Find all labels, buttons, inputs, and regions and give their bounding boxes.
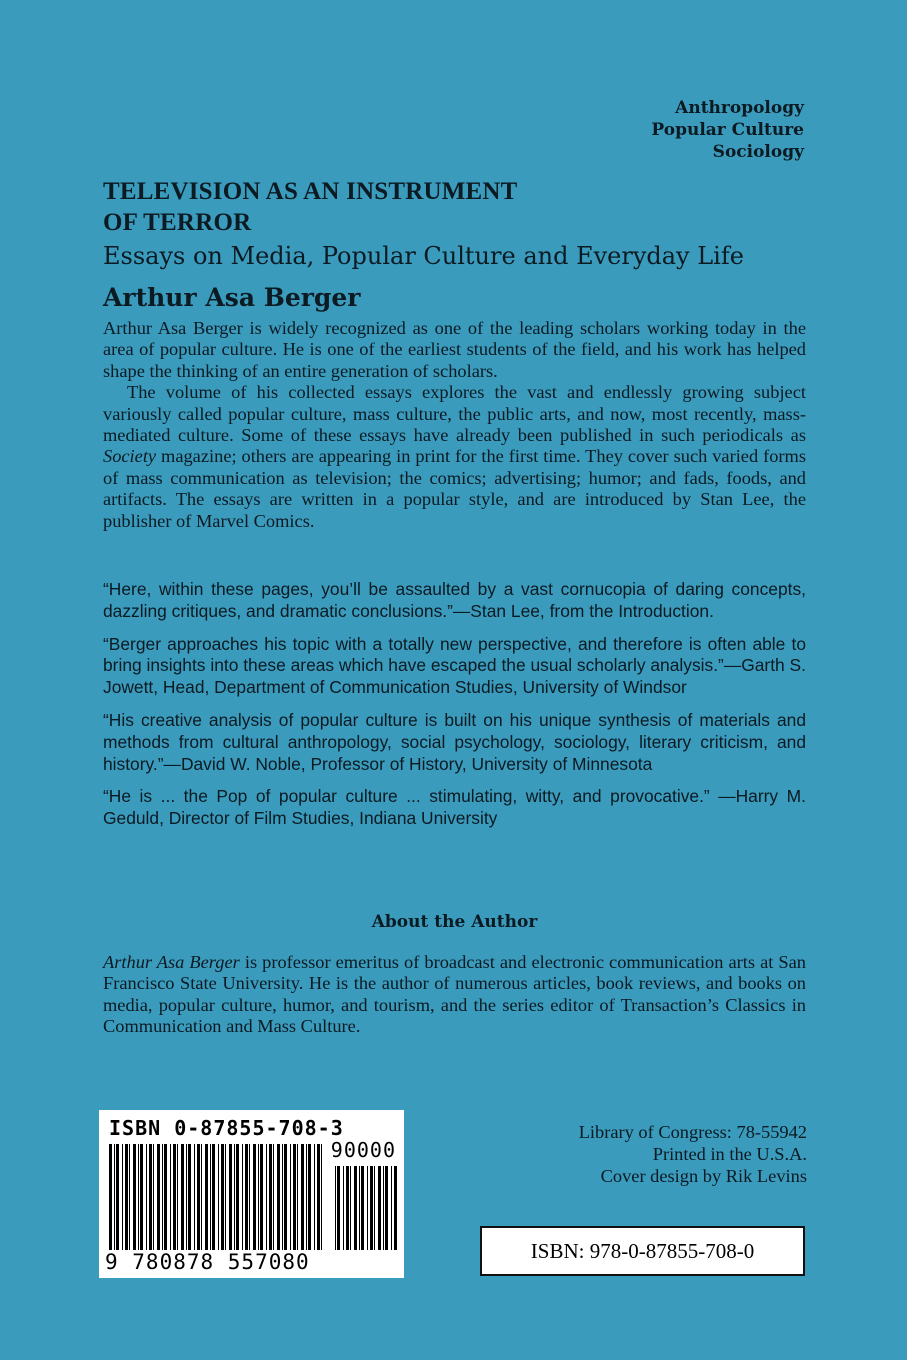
barcode-bar <box>249 1144 250 1250</box>
review-quote: “His creative analysis of popular culture is built on his unique synthesis of materials and methods from cultural anthropology, social psychology, sociology, literary criticism, and history.”—David W. Noble, Professor of History, University of Minnesota <box>103 709 806 774</box>
barcode-bar <box>391 1166 392 1250</box>
barcode-bar <box>153 1144 154 1250</box>
periodical-title: Society <box>103 446 157 467</box>
publication-info <box>579 1121 807 1187</box>
title-line: TELEVISION AS AN INSTRUMENT <box>103 178 518 205</box>
barcode-bar <box>234 1144 235 1250</box>
barcode-bar <box>350 1166 351 1250</box>
description-paragraph <box>103 382 806 532</box>
barcode-bar <box>314 1144 315 1250</box>
ean-digits: 9 780878 557080 <box>105 1250 310 1274</box>
barcode-bar <box>138 1144 139 1250</box>
barcode-bar <box>245 1144 248 1250</box>
barcode-bar <box>229 1144 232 1250</box>
barcode-bar <box>394 1166 397 1250</box>
barcode-bar <box>157 1144 160 1250</box>
barcode-bar <box>269 1144 272 1250</box>
category-label: Anthropology <box>675 98 804 118</box>
barcode-bar <box>343 1166 344 1250</box>
barcode-bar <box>242 1144 243 1250</box>
barcode-bar <box>260 1144 263 1250</box>
book-subtitle: Essays on Media, Popular Culture and Everyday Life <box>103 242 744 270</box>
category-label: Sociology <box>712 142 804 162</box>
review-quote: “Berger approaches his topic with a totally new perspective, and therefore is often able to bring insights into these areas which have escaped the usual scholarly analysis.”—Garth S. Jowett, Head, Department of Communication Studies, University of Windsor <box>103 633 806 698</box>
barcode-bar <box>210 1144 211 1250</box>
barcode-bar <box>164 1144 167 1250</box>
author-name-italic: Arthur Asa Berger <box>103 952 240 972</box>
subject-categories <box>651 97 804 163</box>
barcode-bar <box>266 1144 267 1250</box>
barcode-bar <box>133 1144 136 1250</box>
isbn13-box: ISBN: 978-0-87855-708-0 <box>480 1226 805 1276</box>
barcode-bar <box>284 1144 287 1250</box>
printed-in: Printed in the U.S.A. <box>652 1144 807 1164</box>
barcode-bar <box>114 1144 115 1250</box>
author-name: Arthur Asa Berger <box>103 283 361 312</box>
barcode-bar <box>201 1144 202 1250</box>
description-text: magazine; others are appearing in print for the first time. They cover such varied forms of mass communication as television; the comics; advertising; humor; and fads, foods, and artifacts. The essays are written in a popular style, and are introduced by Stan Lee, the publisher of Marvel Comics. <box>103 446 806 531</box>
barcode-bar <box>225 1144 226 1250</box>
barcode-bar <box>306 1144 307 1250</box>
description-paragraph: Arthur Asa Berger is widely recognized as one of the leading scholars working today in the area of popular culture. He is one of the earliest students of the field, and his work has helped shape the thinking of an entire generation of scholars. <box>103 318 806 381</box>
barcode-bar <box>205 1144 208 1250</box>
barcode-bar <box>162 1144 163 1250</box>
barcode-bar <box>221 1144 224 1250</box>
barcode-bar <box>367 1166 368 1250</box>
barcode-bar <box>125 1144 128 1250</box>
barcode-bar <box>277 1144 280 1250</box>
barcode-bar <box>359 1166 360 1250</box>
barcode-bar <box>335 1166 336 1250</box>
about-author-heading: About the Author <box>371 912 538 932</box>
barcode-bar <box>129 1144 130 1250</box>
about-author-text <box>103 952 806 1038</box>
book-description <box>103 318 806 532</box>
barcode-bar <box>218 1144 219 1250</box>
barcode-bar <box>354 1166 357 1250</box>
barcode-bar <box>186 1144 187 1250</box>
barcode-bar <box>317 1144 320 1250</box>
about-paragraph <box>103 952 806 1038</box>
barcode-bar <box>293 1144 296 1250</box>
barcode-bar <box>253 1144 256 1250</box>
isbn10-text: ISBN 0-87855-708-3 <box>109 1116 344 1140</box>
barcode-bar <box>109 1144 112 1250</box>
book-title <box>103 176 803 238</box>
barcode-bar <box>140 1144 143 1250</box>
library-of-congress: Library of Congress: 78-55942 <box>578 1122 807 1142</box>
barcode-bar <box>236 1144 239 1250</box>
description-text: The volume of his collected essays explores the vast and endlessly growing subject variously called popular culture, mass culture, the public arts, and now, most recently, mass-mediated culture. Some of these essays have already been published in such periodicals as <box>103 382 806 446</box>
barcode-bar <box>383 1166 384 1250</box>
price-code: 90000 <box>330 1138 396 1162</box>
barcode-bar <box>116 1144 119 1250</box>
barcode-label <box>99 1110 404 1278</box>
cover-design-credit: Cover design by Rik Levins <box>600 1166 807 1186</box>
barcode-bar <box>290 1144 291 1250</box>
barcode-bar <box>308 1144 311 1250</box>
barcode-bar <box>258 1144 259 1250</box>
barcode-bar <box>149 1144 152 1250</box>
barcode-bar <box>321 1144 322 1250</box>
barcode-bar <box>170 1144 171 1250</box>
review-quotes <box>103 579 806 841</box>
barcode-bar <box>370 1166 373 1250</box>
barcode-bar <box>181 1144 184 1250</box>
barcode-bar <box>194 1144 195 1250</box>
barcode-bar <box>282 1144 283 1250</box>
title-line: OF TERROR <box>103 209 252 236</box>
barcode-bar <box>273 1144 274 1250</box>
barcode-bar <box>173 1144 176 1250</box>
category-label: Popular Culture <box>651 120 804 140</box>
barcode-bar <box>122 1144 123 1250</box>
barcode-bar <box>385 1166 388 1250</box>
barcode-bar <box>374 1166 375 1250</box>
barcode-bar <box>197 1144 200 1250</box>
review-quote: “He is ... the Pop of popular culture ... stimulating, witty, and provocative.” —Harry M. Geduld, Director of Film Studies, Indiana University <box>103 786 806 829</box>
barcode-bar <box>337 1166 340 1250</box>
barcode-bar <box>378 1166 381 1250</box>
barcode-bar <box>361 1166 364 1250</box>
barcode-bar <box>177 1144 178 1250</box>
barcode-bar <box>212 1144 215 1250</box>
barcode-bar <box>346 1166 349 1250</box>
review-quote: “Here, within these pages, you’ll be assaulted by a vast cornucopia of daring concepts, dazzling critiques, and dramatic conclusions.”—Stan Lee, from the Introduction. <box>103 579 806 621</box>
barcode-bar <box>146 1144 147 1250</box>
barcode-bar <box>301 1144 304 1250</box>
barcode-bar <box>188 1144 191 1250</box>
about-body: is professor emeritus of broadcast and electronic communication arts at San Francisco State University. He is the author of numerous articles, book reviews, and books on media, popular culture, humor, and tourism, and the series editor of Transaction’s Classics in Communication and Mass Culture. <box>103 952 807 1037</box>
barcode-bar <box>297 1144 298 1250</box>
